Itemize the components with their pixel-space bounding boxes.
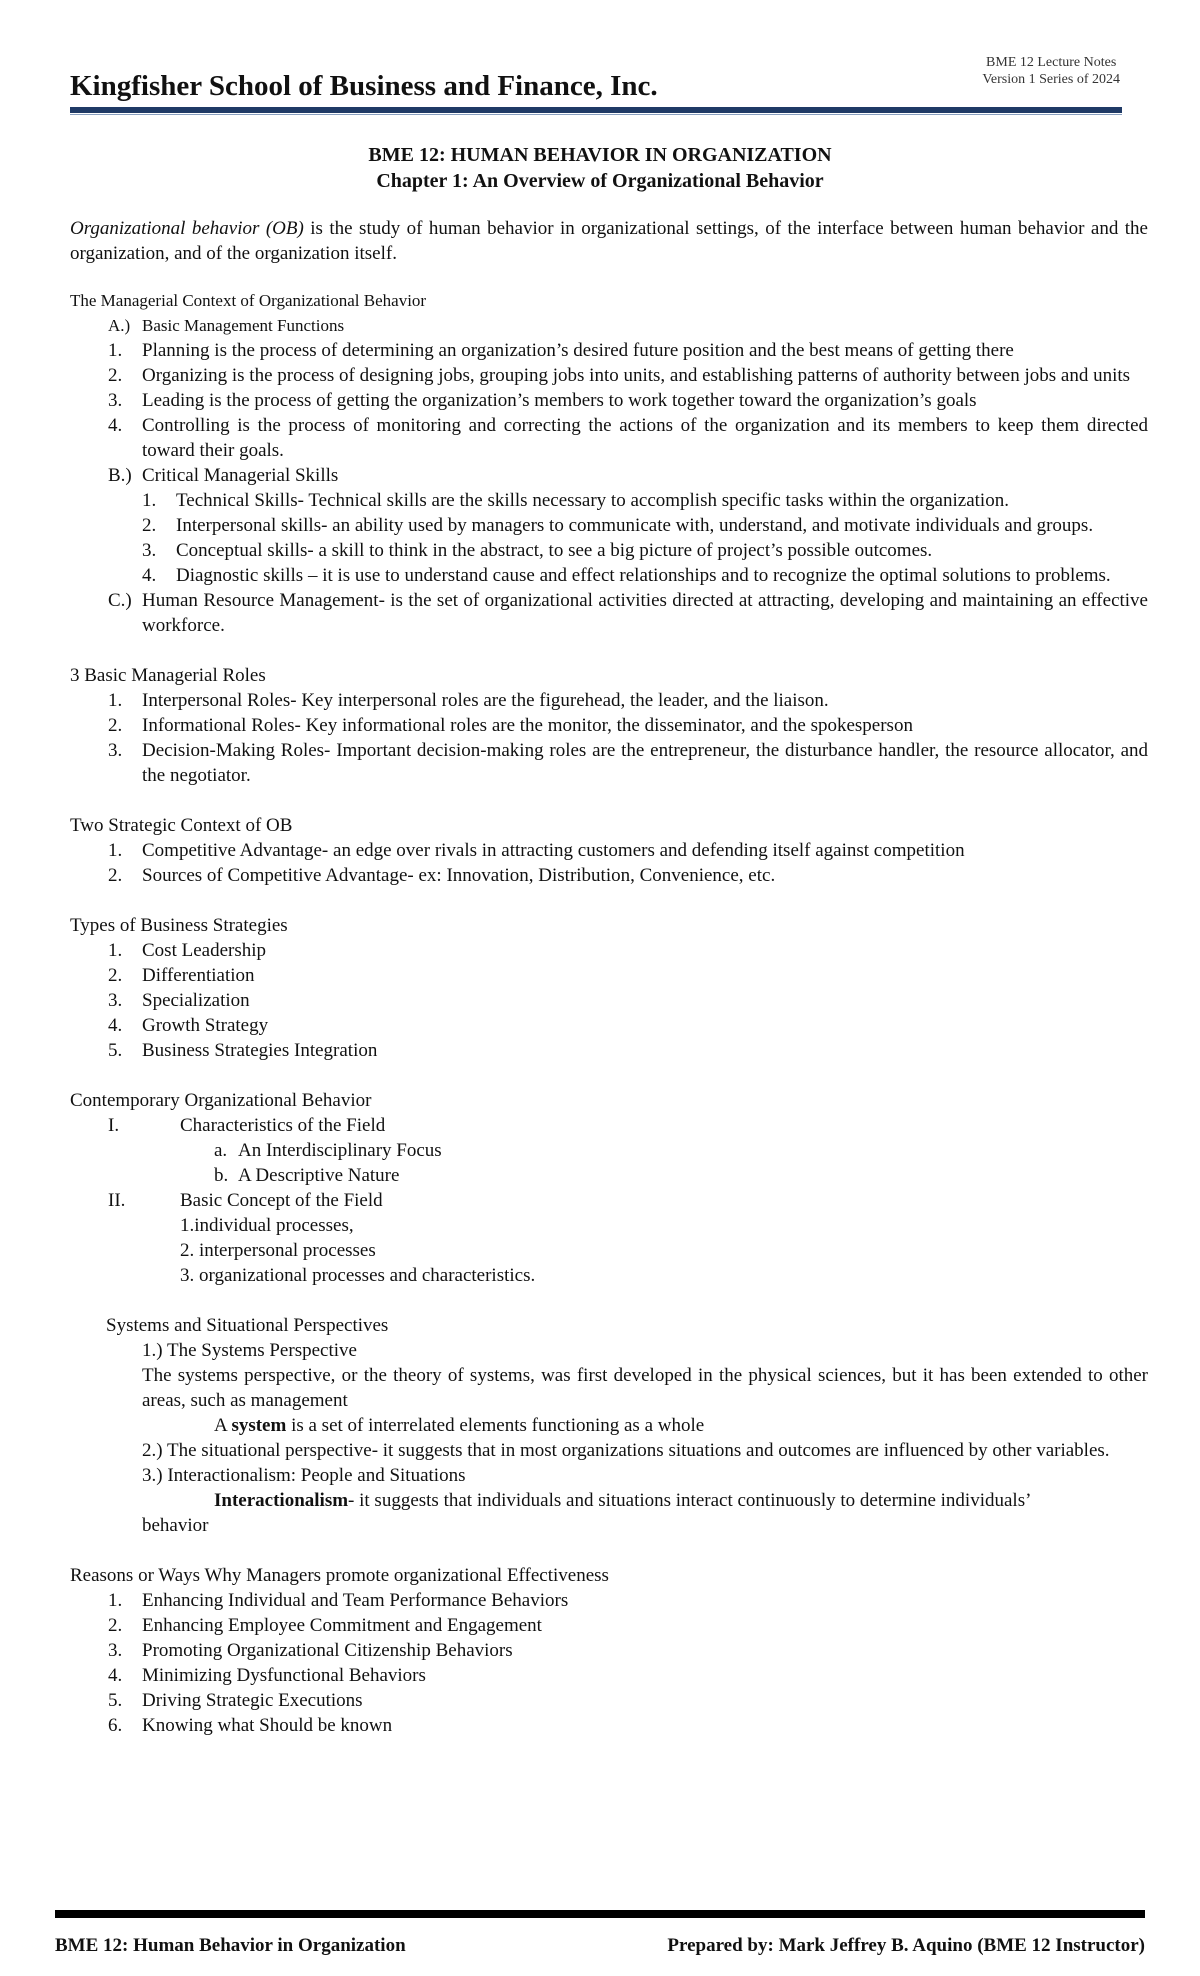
list-item: [70, 563, 1148, 588]
list-number: 3.: [108, 990, 123, 1011]
list-number: 1.: [108, 1590, 123, 1611]
list-item: [70, 388, 1148, 413]
list-text: Promoting Organizational Citizenship Behaviors: [142, 1640, 513, 1661]
strategic-heading: Two Strategic Context of OB: [70, 815, 293, 836]
list-item: [70, 938, 1148, 963]
list-item: [70, 338, 1148, 363]
footer-author: Prepared by: Mark Jeffrey B. Aquino (BME 12 Instructor): [667, 1935, 1145, 1956]
list-marker: C.): [108, 590, 132, 611]
roles-heading: 3 Basic Managerial Roles: [70, 665, 266, 686]
concept-heading: [70, 1188, 1148, 1213]
list-label: Basic Concept of the Field: [180, 1190, 383, 1211]
roman-marker: I.: [108, 1115, 120, 1136]
systems-perspective-heading: 1.) The Systems Perspective: [142, 1340, 357, 1361]
list-number: 4.: [108, 1015, 123, 1036]
intro-text: is the study of human behavior in organizational settings, of the interface between human behavior and the organization, and of the organization itself.: [70, 218, 1148, 264]
list-text: Sources of Competitive Advantage- ex: Innovation, Distribution, Convenience, etc.: [142, 865, 776, 886]
list-label: Basic Management Functions: [142, 316, 345, 335]
list-item: [70, 413, 1148, 463]
list-text: Cost Leadership: [142, 940, 267, 961]
list-item: [70, 1613, 1148, 1638]
characteristics-heading: [70, 1113, 1148, 1138]
list-number: 1.: [108, 690, 123, 711]
interactionalism-text: - it suggests that individuals and situations interact continuously to determine individuals’: [348, 1490, 1032, 1511]
roman-marker: II.: [108, 1190, 126, 1211]
school-name: Kingfisher School of Business and Finance, Inc.: [70, 70, 658, 102]
list-text: Controlling is the process of monitoring and correcting the actions of the organization and its members to keep them directed toward their goals.: [142, 415, 1148, 461]
document-titles: [0, 142, 1200, 194]
list-text: Enhancing Individual and Team Performance Behaviors: [142, 1590, 569, 1611]
document-body: [70, 216, 1148, 1738]
list-number: 5.: [108, 1690, 123, 1711]
interactionalism-keyword: Interactionalism: [214, 1490, 349, 1511]
system-keyword: system: [231, 1415, 287, 1436]
list-text: A Descriptive Nature: [238, 1165, 400, 1186]
effectiveness-list: [70, 1588, 1148, 1738]
list-marker: A.): [108, 316, 131, 335]
list-text: Interpersonal skills- an ability used by managers to communicate with, understand, and motivate individuals and groups.: [176, 515, 1094, 536]
list-item: [70, 1588, 1148, 1613]
list-label: Human Resource Management- is the set of organizational activities directed at attracting, developing and maintaining an effective workforce.: [142, 590, 1148, 636]
list-number: 3.: [108, 740, 123, 761]
list-number: 2.: [108, 715, 123, 736]
version-note: [982, 54, 1120, 88]
list-number: b.: [214, 1165, 229, 1186]
list-text: Minimizing Dysfunctional Behaviors: [142, 1665, 426, 1686]
list-text: Leading is the process of getting the organization’s members to work together toward the organization’s goals: [142, 390, 977, 411]
intro-paragraph: [70, 216, 1148, 266]
list-text: Informational Roles- Key informational roles are the monitor, the disseminator, and the spokesperson: [142, 715, 913, 736]
list-text: Knowing what Should be known: [142, 1715, 393, 1736]
roles-list: [70, 688, 1148, 788]
characteristics-list: [70, 1138, 1148, 1188]
concept-item: 1.individual processes,: [180, 1215, 354, 1236]
list-item: [70, 738, 1148, 788]
list-text: Decision-Making Roles- Important decision-making roles are the entrepreneur, the disturbance handler, the resource allocator, and the negotiator.: [142, 740, 1148, 786]
list-item: [70, 713, 1148, 738]
interactionalism-tail: behavior: [142, 1515, 209, 1536]
list-number: 4.: [108, 1665, 123, 1686]
system-definition: [70, 1413, 1148, 1438]
list-number: 1.: [108, 340, 123, 361]
list-text: An Interdisciplinary Focus: [238, 1140, 442, 1161]
list-text: Planning is the process of determining an organization’s desired future position and the best means of getting there: [142, 340, 1014, 361]
list-item: [70, 1688, 1148, 1713]
list-number: 3.: [142, 540, 157, 561]
list-text: Specialization: [142, 990, 250, 1011]
list-number: 3.: [108, 1640, 123, 1661]
list-label: Characteristics of the Field: [180, 1115, 386, 1136]
contemporary-heading: Contemporary Organizational Behavior: [70, 1090, 372, 1111]
list-number: 1.: [142, 490, 157, 511]
concept-item: 2. interpersonal processes: [180, 1240, 376, 1261]
strategic-list: [70, 838, 1148, 888]
basic-functions-heading: [70, 313, 1148, 338]
list-label: Critical Managerial Skills: [142, 465, 339, 486]
critical-skills-heading: [70, 463, 1148, 488]
list-item: [70, 688, 1148, 713]
list-text: Business Strategies Integration: [142, 1040, 378, 1061]
ob-term: Organizational behavior (OB): [70, 218, 304, 239]
list-text: Growth Strategy: [142, 1015, 269, 1036]
list-item: [70, 363, 1148, 388]
list-number: a.: [214, 1140, 228, 1161]
list-text: Differentiation: [142, 965, 255, 986]
list-item: [70, 838, 1148, 863]
list-number: 3.: [108, 390, 123, 411]
list-item: [70, 1138, 1148, 1163]
functions-list: [70, 338, 1148, 463]
lecture-notes-label: BME 12 Lecture Notes: [986, 55, 1117, 70]
list-text: Competitive Advantage- an edge over rivals in attracting customers and defending itself against competition: [142, 840, 965, 861]
list-number: 2.: [108, 365, 123, 386]
list-item: [70, 1713, 1148, 1738]
list-item: [70, 1638, 1148, 1663]
managerial-context-heading: The Managerial Context of Organizational Behavior: [70, 291, 427, 310]
list-number: 4.: [142, 565, 157, 586]
list-text: Conceptual skills- a skill to think in the abstract, to see a big picture of project’s possible outcomes.: [176, 540, 933, 561]
list-number: 4.: [108, 415, 123, 436]
list-text: Technical Skills- Technical skills are the skills necessary to accomplish specific tasks within the organization.: [176, 490, 1009, 511]
situational-perspective: 2.) The situational perspective- it suggests that in most organizations situations and outcomes are influenced by other variables.: [142, 1440, 1110, 1461]
list-number: 1.: [108, 940, 123, 961]
concepts-list: [70, 1213, 1148, 1288]
header-rule-thin: [70, 114, 1122, 115]
list-item: [70, 963, 1148, 988]
list-number: 1.: [108, 840, 123, 861]
interactionalism-heading: 3.) Interactionalism: People and Situations: [142, 1465, 466, 1486]
skills-list: [70, 488, 1148, 588]
systems-heading: Systems and Situational Perspectives: [106, 1315, 389, 1336]
list-number: 2.: [142, 515, 157, 536]
effectiveness-heading: Reasons or Ways Why Managers promote organizational Effectiveness: [70, 1565, 609, 1586]
list-number: 2.: [108, 1615, 123, 1636]
concept-item: 3. organizational processes and characteristics.: [180, 1265, 536, 1286]
course-title: BME 12: HUMAN BEHAVIOR IN ORGANIZATION: [368, 144, 832, 166]
footer-course: BME 12: Human Behavior in Organization: [55, 1935, 406, 1956]
chapter-title: Chapter 1: An Overview of Organizational Behavior: [376, 170, 824, 192]
list-item: [70, 1663, 1148, 1688]
list-item: [70, 538, 1148, 563]
strategies-list: [70, 938, 1148, 1063]
list-item: [70, 1013, 1148, 1038]
strategies-heading: Types of Business Strategies: [70, 915, 288, 936]
list-text: Diagnostic skills – it is use to understand cause and effect relationships and to recognize the optimal solutions to problems.: [176, 565, 1111, 586]
list-number: 2.: [108, 865, 123, 886]
list-number: 2.: [108, 965, 123, 986]
list-number: 6.: [108, 1715, 123, 1736]
systems-perspective-text: The systems perspective, or the theory of systems, was first developed in the physical sciences, but it has been extended to other areas, such as management: [142, 1365, 1148, 1411]
list-item: [70, 988, 1148, 1013]
list-text: Enhancing Employee Commitment and Engagement: [142, 1615, 542, 1636]
list-item: [70, 863, 1148, 888]
list-text: Organizing is the process of designing jobs, grouping jobs into units, and establishing patterns of authority between jobs and units: [142, 365, 1131, 386]
list-text: Driving Strategic Executions: [142, 1690, 363, 1711]
hrm-item: [70, 588, 1148, 638]
footer-rule: [55, 1910, 1145, 1918]
list-marker: B.): [108, 465, 132, 486]
list-item: [70, 1038, 1148, 1063]
list-item: [70, 513, 1148, 538]
header-rule: [70, 107, 1122, 113]
system-post: is a set of interrelated elements functioning as a whole: [286, 1415, 705, 1436]
list-item: [70, 1163, 1148, 1188]
system-pre: A: [214, 1415, 232, 1436]
version-label: Version 1 Series of 2024: [982, 72, 1120, 87]
list-item: [70, 488, 1148, 513]
list-number: 5.: [108, 1040, 123, 1061]
interactionalism-definition: [70, 1488, 1148, 1513]
list-text: Interpersonal Roles- Key interpersonal roles are the figurehead, the leader, and the liaison.: [142, 690, 829, 711]
